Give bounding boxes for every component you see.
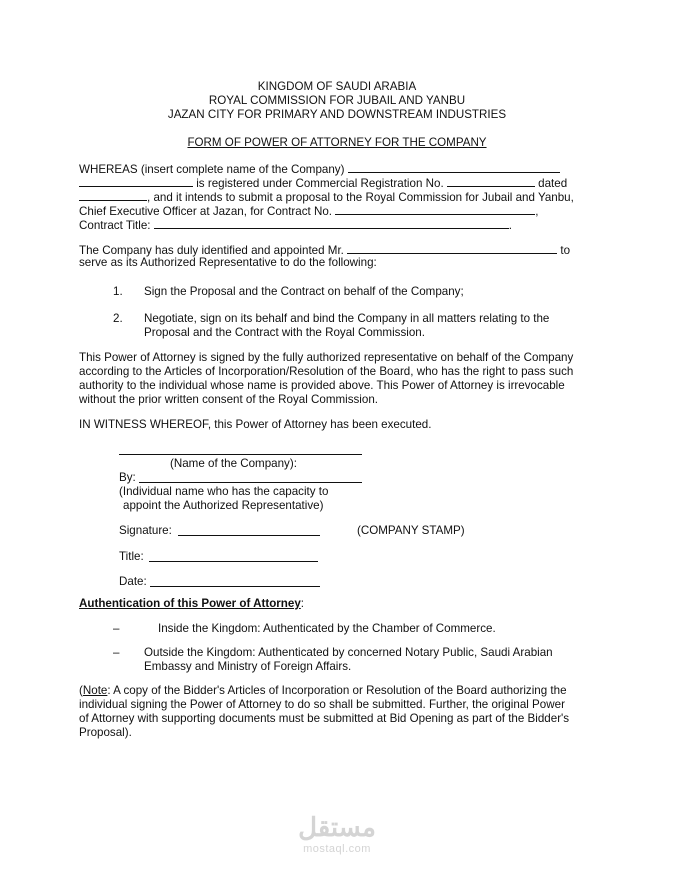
outside-kingdom-text-1: Outside the Kingdom: Authenticated by concerned Notary Public, Saudi Arabian xyxy=(144,646,553,659)
company-name-caption: (Name of the Company): xyxy=(170,457,297,470)
individual-caption-1: (Individual name who has the capacity to xyxy=(119,485,329,498)
by-signature-line xyxy=(139,482,362,483)
whereas-text-1: WHEREAS (insert complete name of the Company) xyxy=(79,163,345,176)
title-line xyxy=(149,561,318,562)
title-label: Title: xyxy=(119,550,144,563)
company-stamp-label: (COMPANY STAMP) xyxy=(357,524,465,537)
poa-line-1: This Power of Attorney is signed by the fully authorized representative on behalf of the Company xyxy=(79,351,574,364)
date-line xyxy=(150,586,320,587)
authentication-heading-colon: : xyxy=(300,597,305,610)
representative-name-blank xyxy=(347,242,557,254)
authentication-heading-text: Authentication of this Power of Attorney xyxy=(79,597,301,610)
item-1-number: 1. xyxy=(113,285,123,298)
item-2-text-2: Proposal and the Contract with the Royal Commission. xyxy=(144,326,425,339)
company-name-blank-cont xyxy=(79,175,193,187)
whereas-period: . xyxy=(508,219,512,232)
note-text-1: : A copy of the Bidder's Articles of Incorporation or Resolution of the Board authorizing the xyxy=(107,684,567,697)
bullet-inside: – xyxy=(113,622,120,635)
header-commission: ROYAL COMMISSION FOR JUBAIL AND YANBU xyxy=(208,94,466,107)
contract-title-blank xyxy=(154,217,509,229)
poa-line-4: without the prior written consent of the Royal Commission. xyxy=(79,393,378,406)
whereas-comma: , xyxy=(535,205,539,218)
appoint-to: to xyxy=(560,244,571,257)
registration-no-blank xyxy=(447,175,535,187)
note-line-2: individual signing the Power of Attorney to do so shall be submitted. Further, the original Power xyxy=(79,698,565,711)
date-label: Date: xyxy=(119,575,147,588)
whereas-text-4: Chief Executive Officer at Jazan, for Contract No. xyxy=(79,205,333,218)
by-label: By: xyxy=(119,471,136,484)
whereas-text-2: is registered under Commercial Registration No. xyxy=(196,177,444,190)
note-label: Note xyxy=(82,684,108,697)
item-1-text: Sign the Proposal and the Contract on behalf of the Company; xyxy=(144,285,464,298)
witness-line: IN WITNESS WHEREOF, this Power of Attorney has been executed. xyxy=(79,418,432,431)
header-kingdom: KINGDOM OF SAUDI ARABIA xyxy=(257,80,417,93)
contract-no-blank xyxy=(335,203,535,215)
poa-line-3: authority to the individual whose name is provided above. This Power of Attorney is irrevocable xyxy=(79,379,565,392)
note-open-paren: ( xyxy=(79,684,83,697)
appoint-line-2: serve as its Authorized Representative to do the following: xyxy=(79,256,377,269)
item-2-number: 2. xyxy=(113,312,123,325)
bullet-outside: – xyxy=(113,646,120,659)
appoint-text-1: The Company has duly identified and appointed Mr. xyxy=(79,244,344,257)
contract-title-label: Contract Title: xyxy=(79,219,151,232)
watermark-logo: مستقل xyxy=(298,812,376,842)
signature-line xyxy=(178,535,320,536)
date-blank xyxy=(79,189,147,201)
poa-line-2: according to the Articles of Incorporation/Resolution of the Board, who has the right to pass such xyxy=(79,365,574,378)
individual-caption-2: appoint the Authorized Representative) xyxy=(123,499,324,512)
whereas-text-3: , and it intends to submit a proposal to the Royal Commission for Jubail and Yanbu, xyxy=(147,191,574,204)
item-2-text-1: Negotiate, sign on its behalf and bind the Company in all matters relating to the xyxy=(144,312,550,325)
signature-label: Signature: xyxy=(119,524,172,537)
company-name-signature-line xyxy=(119,454,362,455)
whereas-line-5 xyxy=(79,217,512,233)
header-city: JAZAN CITY FOR PRIMARY AND DOWNSTREAM INDUSTRIES xyxy=(167,108,507,121)
note-line-1 xyxy=(79,684,567,698)
form-title: FORM OF POWER OF ATTORNEY FOR THE COMPANY xyxy=(187,136,487,149)
outside-kingdom-text-2: Embassy and Ministry of Foreign Affairs. xyxy=(144,660,352,673)
whereas-dated: dated xyxy=(538,177,568,190)
company-name-blank xyxy=(348,161,560,173)
note-line-3: of Attorney with supporting documents must be submitted at Bid Opening as part of the Bidder's xyxy=(79,712,570,725)
inside-kingdom-text: Inside the Kingdom: Authenticated by the Chamber of Commerce. xyxy=(158,622,496,635)
authentication-heading xyxy=(79,597,304,611)
watermark-url: mostaql.com xyxy=(303,843,371,855)
note-line-4: Proposal). xyxy=(79,726,132,739)
